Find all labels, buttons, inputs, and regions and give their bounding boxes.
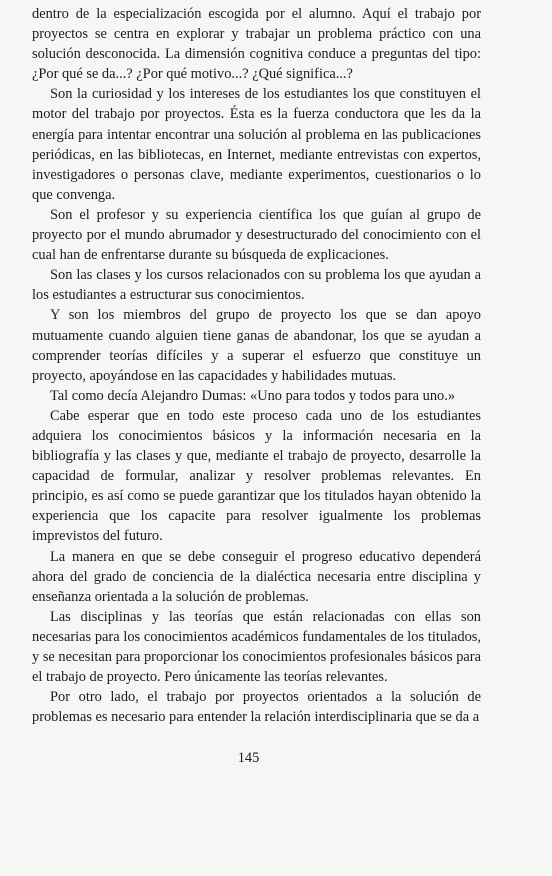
paragraph-2: Son la curiosidad y los intereses de los estudiantes los que constituyen el motor del trabajo por proyectos. Ésta es la fuerza conductora que les da la energía para intentar encontrar una solución al problema en las publicaciones periódicas, en las bibliotecas, en Internet, mediante entrevistas con expertos, investigadores o personas clave, mediante experimentos, cuestionarios o lo que convenga. (32, 86, 481, 203)
paragraph-1: dentro de la especialización escogida por el alumno. Aquí el trabajo por proyectos se centra en explorar y trabajar un problema práctico con una solución desconocida. La dimensión cognitiva conduce a preguntas del tipo: ¿Por qué se da...? ¿Por qué motivo...? ¿Qué significa...? (32, 6, 481, 83)
page-number: 145 (237, 750, 260, 766)
body-text (32, 4, 481, 727)
paragraph-8: La manera en que se debe conseguir el progreso educativo dependerá ahora del grado de conciencia de la dialéctica necesaria entre disciplina y enseñanza orientada a la solución de problemas. (32, 548, 481, 605)
paragraph-7: Cabe esperar que en todo este proceso cada uno de los estudiantes adquiera los conocimientos básicos y la información necesaria en la bibliografía y las clases y que, mediante el trabajo de proyecto, desarrolle la capacidad de formular, analizar y resolver problemas relevantes. En principio, es así como se puede garantizar que los titulados hayan obtenido la experiencia que los capacite para resolver igualmente los problemas imprevistos del futuro. (32, 407, 481, 545)
paragraph-4: Son las clases y los cursos relacionados con su problema los que ayudan a los estudiantes a estructurar sus conocimientos. (32, 267, 481, 304)
paragraph-5: Y son los miembros del grupo de proyecto los que se dan apoyo mutuamente cuando alguien tiene ganas de abandonar, los que se ayudan a comprender teorías difíciles y a superar el esfuerzo que constituye un proyecto, apoyándose en las capacidades y habilidades mutuas. (32, 307, 481, 384)
paragraph-9: Las disciplinas y las teorías que están relacionadas con ellas son necesarias para los conocimientos académicos fundamentales de los titulados, y se necesitan para proporcionar los conocimientos profesionales básicos para el trabajo de proyecto. Pero únicamente las teorías relevantes. (32, 608, 481, 686)
paragraph-10: Por otro lado, el trabajo por proyectos orientados a la solución de problemas es necesario para entender la relación interdisciplinaria que se da a (32, 689, 481, 726)
paragraph-6-quote: Tal como decía Alejandro Dumas: «Uno para todos y todos para uno.» (50, 387, 456, 404)
paragraph-3: Son el profesor y su experiencia científica los que guían al grupo de proyecto por el mundo abrumador y desestructurado del conocimiento con el cual han de enfrentarse durante su búsqueda de explicaciones. (32, 206, 481, 264)
